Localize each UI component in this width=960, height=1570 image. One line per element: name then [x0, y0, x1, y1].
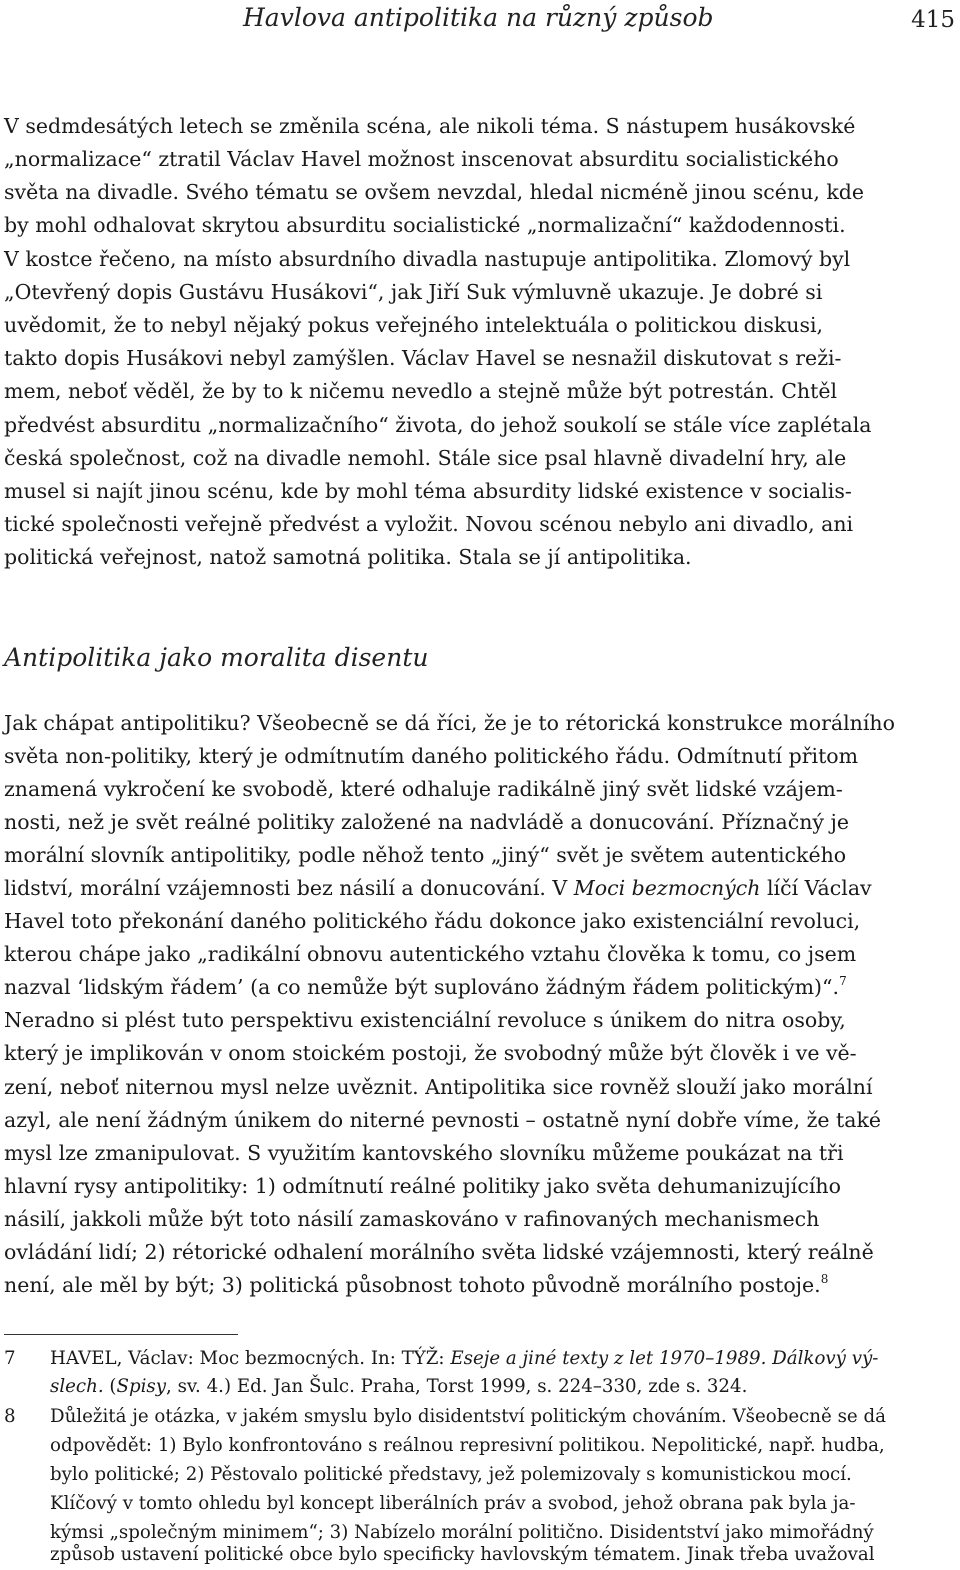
text-line: předvést absurditu „normalizačního“ života, do jehož soukolí se stále více zaplétala [4, 413, 872, 437]
text-span: není, ale měl by být; 3) politická působnost tohoto původně morálního postoje. [4, 1273, 821, 1297]
text-span: HAVEL, Václav: Moc bezmocných. In: TÝŽ: [50, 1348, 451, 1369]
text-line [4, 872, 872, 905]
running-title: Havlova antipolitika na různý způsob [243, 3, 714, 32]
footnote-8-line: bylo politické; 2) Pěstovalo politické představy, jež polemizovaly s komunistickou mocí. [50, 1464, 852, 1485]
text-span: ( [103, 1376, 117, 1397]
text-line: světa non-politiky, který je odmítnutím daného politického řádu. Odmítnutí přitom [4, 744, 859, 768]
text-line: znamená vykročení ke svobodě, které odhaluje radikálně jiný svět lidské vzájem- [4, 777, 843, 801]
text-span: líčí Václav [760, 876, 872, 900]
text-line: politická veřejnost, natož samotná politika. Stala se jí antipolitika. [4, 545, 692, 569]
footnote-ref-7[interactable]: 7 [839, 974, 847, 988]
footnote-8-line: způsob ustavení politické obce bylo specificky havlovským tématem. Jinak třeba uvažoval [50, 1544, 875, 1565]
text-span-italic: Spisy [116, 1376, 167, 1397]
text-line: uvědomit, že to nebyl nějaký pokus veřejného intelektuála o politickou diskusi, [4, 313, 824, 337]
text-span: , sv. 4.) Ed. Jan Šulc. Praha, Torst 1999, s. 224–330, zde s. 324. [166, 1376, 748, 1397]
text-line: nosti, než je svět reálné politiky založené na nadvládě a donucování. Příznačný je [4, 810, 849, 834]
text-line: násilí, jakkoli může být toto násilí zamaskováno v rafinovaných mechanismech [4, 1207, 820, 1231]
text-line: kterou chápe jako „radikální obnovu autentického vztahu člověka k tomu, co jsem [4, 942, 857, 966]
text-line: musel si najít jinou scénu, kde by mohl téma absurdity lidské existence v socialis- [4, 479, 852, 503]
text-line: morální slovník antipolitiky, podle něhož tento „jiný“ svět je světem autentického [4, 843, 847, 867]
text-span-italic: slech. [50, 1376, 104, 1397]
text-line: Neradno si plést tuto perspektivu existenciální revoluce s únikem do nitra osoby, [4, 1008, 846, 1032]
text-line: mem, neboť věděl, že by to k ničemu nevedlo a stejně může být potrestán. Chtěl [4, 379, 838, 403]
footnote-8-line: kýmsi „společným minimem“; 3) Nabízelo morální politično. Disidentství jako mimořádný [50, 1522, 874, 1543]
text-line: takto dopis Husákovi nebyl zamýšlen. Václav Havel se nesnažil diskutovat s reži- [4, 346, 842, 370]
section-heading: Antipolitika jako moralita disentu [4, 643, 429, 672]
footnote-ref-8[interactable]: 8 [820, 1272, 829, 1286]
text-line: V kostce řečeno, na místo absurdního divadla nastupuje antipolitika. Zlomový byl [4, 247, 851, 271]
text-span: nazval ‘lidským řádem’ (a co nemůže být suplováno žádným řádem politickým)“. [4, 975, 840, 999]
text-line: azyl, ale není žádným únikem do niterné pevnosti – ostatně nyní dobře víme, že také [4, 1108, 882, 1132]
text-line: česká společnost, což na divadle nemohl. Stále sice psal hlavně divadelní hry, ale [4, 446, 847, 470]
text-line [4, 971, 847, 1004]
text-line: hlavní rysy antipolitiky: 1) odmítnutí reálné politiky jako světa dehumanizujícího [4, 1174, 841, 1198]
page-number: 415 [911, 7, 955, 33]
text-line: „normalizace“ ztratil Václav Havel možnost inscenovat absurditu socialistického [4, 147, 839, 171]
text-line: ovládání lidí; 2) rétorické odhalení morálního světa lidské vzájemnosti, který reálně [4, 1240, 874, 1264]
footnote-separator [4, 1334, 238, 1335]
text-line: V sedmdesátých letech se změnila scéna, ale nikoli téma. S nástupem husákovské [4, 114, 856, 138]
text-line [4, 1269, 828, 1302]
text-line: mysl lze zmanipulovat. S využitím kantovského slovníku můžeme poukázat na tři [4, 1141, 844, 1165]
footnote-8-line: odpovědět: 1) Bylo konfrontováno s reálnou represivní politikou. Nepolitické, např. hudba, [50, 1435, 885, 1456]
book-title: Moci bezmocných [573, 876, 761, 900]
text-line: zení, neboť niternou mysl nelze uvěznit. Antipolitika sice rovněž slouží jako morální [4, 1075, 873, 1099]
footnote-8-line: Důležitá je otázka, v jakém smyslu bylo disidentství politickým chováním. Všeobecně se dá [50, 1406, 886, 1427]
text-line: světa na divadle. Svého tématu se ovšem nevzdal, hledal nicméně jinou scénu, kde [4, 180, 865, 204]
footnote-7-line [50, 1373, 747, 1401]
footnote-7-line [50, 1345, 878, 1373]
text-line: Havel toto překonání daného politického řádu dokonce jako existenciální revoluci, [4, 909, 861, 933]
footnote-number: 7 [4, 1348, 16, 1369]
text-line: který je implikován v onom stoickém postoji, že svobodný může být člověk i ve vě- [4, 1041, 857, 1065]
text-line: tické společnosti veřejně předvést a vyložit. Novou scénou nebylo ani divadlo, ani [4, 512, 854, 536]
text-line: „Otevřený dopis Gustávu Husákovi“, jak Jiří Suk výmluvně ukazuje. Je dobré si [4, 280, 823, 304]
text-span-italic: Eseje a jiné texty z let 1970–1989. Dálkový vý- [450, 1348, 879, 1369]
text-line: Jak chápat antipolitiku? Všeobecně se dá říci, že je to rétorická konstrukce morálního [4, 711, 895, 735]
text-span: lidství, morální vzájemnosti bez násilí a donucování. V [4, 876, 574, 900]
text-line: by mohl odhalovat skrytou absurditu socialistické „normalizační“ každodennosti. [4, 213, 846, 237]
footnote-8-line: Klíčový v tomto ohledu byl koncept liberálních práv a svobod, jehož obrana pak byla ja- [50, 1493, 856, 1514]
footnote-number: 8 [4, 1406, 16, 1427]
